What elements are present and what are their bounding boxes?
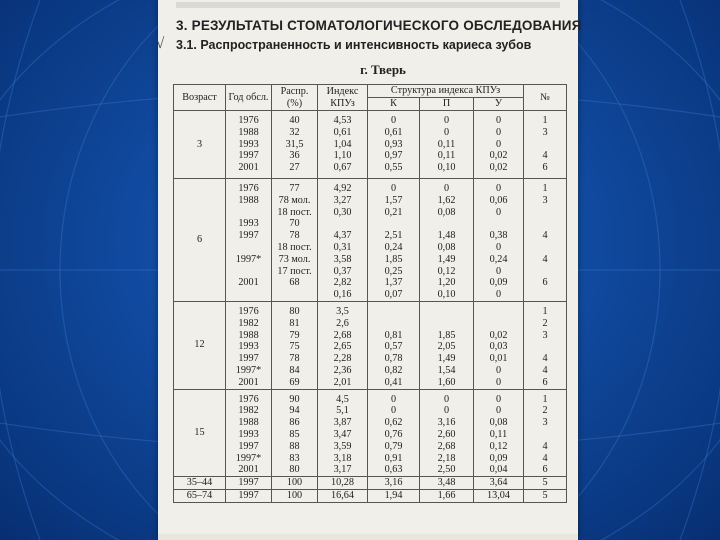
cell-value: 4	[542, 230, 548, 242]
cell-value	[370, 306, 417, 318]
cell-value: 5	[542, 477, 548, 489]
cell-value: 1982	[238, 405, 259, 417]
cell-value: 3,64	[489, 477, 508, 489]
cell-value	[320, 218, 365, 230]
header-ref: №	[524, 85, 567, 111]
cell-value: 94	[289, 405, 300, 417]
cell-value: 18 пост.	[277, 241, 312, 253]
year-cell	[226, 389, 272, 477]
cell-value	[526, 207, 564, 219]
cell-value: 0,41	[384, 376, 403, 388]
cell-value: 2,82	[333, 277, 352, 289]
u-cell	[474, 111, 524, 179]
city-caption: г. Тверь	[360, 62, 406, 77]
cell-value: 3,18	[333, 452, 352, 464]
table-row	[174, 111, 567, 179]
cell-value: 0,57	[384, 341, 403, 353]
page-bottom-edge	[158, 534, 578, 540]
cell-value	[228, 207, 269, 219]
cell-value: 0,63	[384, 464, 403, 476]
cell-value: 0,06	[489, 194, 508, 206]
cell-value: 0,11	[437, 138, 456, 150]
index-cell	[318, 489, 368, 502]
table-row	[174, 389, 567, 477]
cell-value: 31,5	[285, 138, 304, 150]
cell-value: 16,64	[331, 489, 354, 501]
cell-value: 1997*	[235, 364, 262, 376]
cell-value: 0	[495, 241, 502, 253]
cell-value: 1,20	[437, 277, 456, 289]
cell-value: 1,04	[333, 138, 352, 150]
age-cell: 35–44	[174, 477, 226, 490]
cell-value: 1976	[238, 305, 259, 317]
cell-value: 0,08	[437, 241, 456, 253]
cell-value: 0,93	[384, 138, 403, 150]
year-cell	[226, 489, 272, 502]
u-cell	[474, 477, 524, 490]
cell-value: 0,25	[384, 265, 403, 277]
cell-value: 0	[495, 138, 502, 150]
cell-value: 2,65	[333, 341, 352, 353]
p-cell	[420, 389, 474, 477]
cell-value: 0	[495, 206, 502, 218]
cell-value: 1,10	[333, 150, 352, 162]
caries-table	[173, 84, 567, 503]
cell-value: 1993	[238, 138, 259, 150]
header-k: К	[368, 98, 420, 111]
cell-value: 84	[289, 364, 300, 376]
cell-value: 2,28	[333, 353, 352, 365]
cell-value: 3,5	[336, 305, 349, 317]
cell-value: 36	[289, 150, 300, 162]
cell-value: 79	[289, 329, 300, 341]
cell-value: 0,61	[333, 126, 352, 138]
cell-value: 0,78	[384, 353, 403, 365]
cell-value: 0,09	[489, 452, 508, 464]
k-cell	[368, 178, 420, 301]
cell-value: 4	[542, 440, 548, 452]
cell-value	[370, 318, 417, 330]
header-prevalence: Распр. (%)	[272, 85, 318, 111]
cell-value: 80	[289, 464, 300, 476]
cell-value: 1997	[238, 230, 259, 242]
cell-value: 1,37	[384, 277, 403, 289]
cell-value: 0	[495, 393, 502, 405]
cell-value: 2,36	[333, 364, 352, 376]
cell-value: 3,16	[384, 477, 403, 489]
cell-value: 0,31	[333, 241, 352, 253]
cell-value: 2001	[238, 277, 259, 289]
cell-value: 6	[542, 162, 548, 174]
cell-value: 1988	[238, 126, 259, 138]
bleed-through-text	[176, 2, 560, 8]
cell-value: 1	[542, 393, 548, 405]
cell-value: 1,85	[384, 253, 403, 265]
cell-value	[228, 242, 269, 254]
cell-value	[526, 341, 564, 353]
cell-value	[274, 289, 315, 301]
cell-value: 2,60	[437, 428, 456, 440]
cell-value: 1,62	[437, 194, 456, 206]
ref-cell	[524, 178, 567, 301]
header-p: П	[420, 98, 474, 111]
cell-value: 0,10	[437, 289, 456, 301]
year-cell	[226, 477, 272, 490]
cell-value: 2,51	[384, 230, 403, 242]
cell-value	[526, 266, 564, 278]
section-title: 3. РЕЗУЛЬТАТЫ СТОМАТОЛОГИЧЕСКОГО ОБСЛЕДОВАНИЯ	[176, 18, 582, 33]
cell-value: 1988	[238, 417, 259, 429]
table-body	[174, 111, 567, 503]
cell-value: 0,79	[384, 440, 403, 452]
cell-value: 10,28	[331, 477, 354, 489]
cell-value: 2	[542, 405, 548, 417]
k-cell	[368, 489, 420, 502]
cell-value: 0,21	[384, 206, 403, 218]
cell-value: 32	[289, 126, 300, 138]
cell-value: 1997*	[235, 452, 262, 464]
cell-value: 1997	[238, 477, 259, 489]
cell-value: 78	[289, 353, 300, 365]
cell-value	[526, 289, 564, 301]
cell-value: 0,76	[384, 428, 403, 440]
cell-value: 4,53	[333, 115, 352, 126]
cell-value: 1,49	[437, 353, 456, 365]
cell-value	[228, 289, 269, 301]
margin-check-mark: √	[156, 36, 165, 52]
cell-value	[228, 266, 269, 278]
cell-value: 2,68	[437, 440, 456, 452]
cell-value: 1993	[238, 341, 259, 353]
cell-value: 3	[542, 329, 548, 341]
cell-value: 0	[495, 364, 502, 376]
cell-value: 77	[289, 182, 300, 194]
index-cell	[318, 301, 368, 389]
u-cell	[474, 489, 524, 502]
cell-value: 3,59	[333, 440, 352, 452]
cell-value: 0,12	[437, 265, 456, 277]
cell-value: 0,11	[489, 428, 508, 440]
table-row	[174, 178, 567, 301]
cell-value	[526, 242, 564, 254]
cell-value: 3,27	[333, 194, 352, 206]
cell-value: 4	[542, 452, 548, 464]
cell-value: 0	[495, 289, 502, 301]
cell-value: 100	[286, 489, 303, 501]
cell-value: 1,66	[437, 489, 456, 501]
cell-value: 1	[542, 305, 548, 317]
cell-value: 1982	[238, 317, 259, 329]
header-structure: Структура индекса КПУз	[368, 85, 524, 98]
cell-value: 1,48	[437, 230, 456, 242]
age-cell: 15	[174, 389, 226, 477]
p-cell	[420, 111, 474, 179]
cell-value: 0,02	[489, 329, 508, 341]
cell-value: 0,07	[384, 289, 403, 301]
u-cell	[474, 178, 524, 301]
ref-cell	[524, 301, 567, 389]
cell-value: 0,24	[384, 241, 403, 253]
year-cell	[226, 301, 272, 389]
cell-value: 1997	[238, 150, 259, 162]
header-index: Индекс КПУз	[318, 85, 368, 111]
cell-value: 0	[495, 405, 502, 417]
cell-value: 78	[289, 230, 300, 242]
cell-value: 3	[542, 194, 548, 206]
cell-value: 0	[495, 126, 502, 138]
cell-value: 0,09	[489, 277, 508, 289]
cell-value: 1976	[238, 182, 259, 194]
cell-value: 2	[542, 317, 548, 329]
age-cell: 3	[174, 111, 226, 179]
cell-value: 69	[289, 376, 300, 388]
cell-value: 2,01	[333, 376, 352, 388]
cell-value: 80	[289, 305, 300, 317]
cell-value: 0	[443, 115, 450, 126]
cell-value: 1988	[238, 194, 259, 206]
cell-value: 5,1	[336, 405, 349, 417]
cell-value: 0,82	[384, 364, 403, 376]
cell-value: 0,91	[384, 452, 403, 464]
cell-value: 6	[542, 376, 548, 388]
cell-value: 1976	[238, 115, 259, 126]
p-cell	[420, 301, 474, 389]
cell-value: 0,97	[384, 150, 403, 162]
index-cell	[318, 178, 368, 301]
cell-value: 0,11	[437, 150, 456, 162]
cell-value: 78 мол.	[278, 194, 311, 206]
cell-value: 27	[289, 162, 300, 174]
cell-value: 2,50	[437, 464, 456, 476]
cell-value: 0	[443, 405, 450, 417]
cell-value: 100	[286, 477, 303, 489]
cell-value: 0	[443, 126, 450, 138]
header-u: У	[474, 98, 524, 111]
cell-value: 40	[289, 115, 300, 126]
cell-value: 1,49	[437, 253, 456, 265]
cell-value: 0,02	[489, 150, 508, 162]
cell-value: 0	[443, 393, 450, 405]
ref-cell	[524, 477, 567, 490]
header-age: Возраст	[174, 85, 226, 111]
index-cell	[318, 111, 368, 179]
prevalence-cell	[272, 111, 318, 179]
cell-value: 6	[542, 277, 548, 289]
year-cell	[226, 111, 272, 179]
scanned-page	[156, 0, 582, 540]
cell-value: 0	[443, 182, 450, 194]
cell-value: 81	[289, 317, 300, 329]
cell-value	[526, 429, 564, 441]
cell-value: 0	[495, 115, 502, 126]
k-cell	[368, 111, 420, 179]
ref-cell	[524, 111, 567, 179]
table-row	[174, 489, 567, 502]
cell-value	[526, 139, 564, 151]
cell-value: 0,04	[489, 464, 508, 476]
u-cell	[474, 301, 524, 389]
cell-value: 2,6	[336, 317, 349, 329]
cell-value: 1	[542, 182, 548, 194]
cell-value: 0,16	[333, 289, 352, 301]
age-cell: 6	[174, 178, 226, 301]
cell-value: 4	[542, 150, 548, 162]
cell-value: 2001	[238, 376, 259, 388]
cell-value: 3,48	[437, 477, 456, 489]
cell-value: 3,87	[333, 417, 352, 429]
index-cell	[318, 477, 368, 490]
cell-value: 85	[289, 428, 300, 440]
year-cell	[226, 178, 272, 301]
k-cell	[368, 389, 420, 477]
prevalence-cell	[272, 389, 318, 477]
cell-value: 1,94	[384, 489, 403, 501]
cell-value: 0	[390, 115, 397, 126]
cell-value: 0,08	[489, 417, 508, 429]
age-cell: 65–74	[174, 489, 226, 502]
cell-value: 18 пост.	[277, 206, 312, 218]
cell-value: 2,68	[333, 329, 352, 341]
cell-value: 5	[542, 489, 548, 501]
cell-value: 86	[289, 417, 300, 429]
p-cell	[420, 477, 474, 490]
cell-value: 0,10	[437, 162, 456, 174]
cell-value: 2001	[238, 464, 259, 476]
cell-value: 0,62	[384, 417, 403, 429]
cell-value: 75	[289, 341, 300, 353]
cell-value: 1997	[238, 353, 259, 365]
cell-value: 2001	[238, 162, 259, 174]
cell-value: 73 мол.	[278, 253, 311, 265]
cell-value: 1,60	[437, 376, 456, 388]
cell-value: 0,30	[333, 206, 352, 218]
cell-value: 0,12	[489, 440, 508, 452]
prevalence-cell	[272, 178, 318, 301]
cell-value: 0,03	[489, 341, 508, 353]
prevalence-cell	[272, 477, 318, 490]
cell-value: 0,38	[489, 230, 508, 242]
cell-value: 4	[542, 353, 548, 365]
cell-value: 0	[495, 182, 502, 194]
cell-value	[476, 318, 521, 330]
cell-value: 1,57	[384, 194, 403, 206]
cell-value: 2,18	[437, 452, 456, 464]
cell-value: 1976	[238, 393, 259, 405]
cell-value: 17 пост.	[277, 265, 312, 277]
u-cell	[474, 389, 524, 477]
k-cell	[368, 301, 420, 389]
cell-value	[476, 306, 521, 318]
table-row	[174, 477, 567, 490]
cell-value	[422, 318, 471, 330]
cell-value: 1997*	[235, 253, 262, 265]
cell-value: 1988	[238, 329, 259, 341]
cell-value: 3,17	[333, 464, 352, 476]
prevalence-cell	[272, 301, 318, 389]
cell-value: 90	[289, 393, 300, 405]
cell-value: 1,85	[437, 329, 456, 341]
cell-value: 0	[390, 405, 397, 417]
cell-value: 0	[390, 182, 397, 194]
cell-value: 4,37	[333, 230, 352, 242]
cell-value: 3,47	[333, 428, 352, 440]
cell-value: 2,05	[437, 341, 456, 353]
cell-value	[370, 218, 417, 230]
cell-value: 4,5	[336, 393, 349, 405]
ref-cell	[524, 489, 567, 502]
prevalence-cell	[272, 489, 318, 502]
cell-value: 3	[542, 417, 548, 429]
cell-value: 70	[289, 218, 300, 230]
cell-value: 3,16	[437, 417, 456, 429]
cell-value	[422, 306, 471, 318]
cell-value: 0	[390, 393, 397, 405]
ref-cell	[524, 389, 567, 477]
cell-value: 0,37	[333, 265, 352, 277]
cell-value: 0,01	[489, 353, 508, 365]
cell-value: 1997	[238, 489, 259, 501]
cell-value: 3	[542, 126, 548, 138]
cell-value: 1	[542, 115, 548, 126]
p-cell	[420, 489, 474, 502]
cell-value: 1997	[238, 440, 259, 452]
cell-value: 88	[289, 440, 300, 452]
cell-value	[526, 218, 564, 230]
cell-value	[476, 218, 521, 230]
cell-value: 83	[289, 452, 300, 464]
cell-value: 4	[542, 253, 548, 265]
k-cell	[368, 477, 420, 490]
cell-value	[422, 218, 471, 230]
table-row	[174, 301, 567, 389]
cell-value: 0	[495, 376, 502, 388]
header-year: Год обсл.	[226, 85, 272, 111]
cell-value: 0,24	[489, 253, 508, 265]
cell-value: 1,54	[437, 364, 456, 376]
cell-value: 4	[542, 364, 548, 376]
cell-value: 0,55	[384, 162, 403, 174]
p-cell	[420, 178, 474, 301]
age-cell: 12	[174, 301, 226, 389]
cell-value: 13,04	[487, 489, 510, 501]
cell-value: 1993	[238, 428, 259, 440]
cell-value: 68	[289, 277, 300, 289]
cell-value: 4,92	[333, 182, 352, 194]
cell-value: 0,67	[333, 162, 352, 174]
subsection-title: 3.1. Распространенность и интенсивность кариеса зубов	[176, 38, 532, 52]
cell-value: 0,81	[384, 329, 403, 341]
cell-value: 0	[495, 265, 502, 277]
cell-value: 0,61	[384, 126, 403, 138]
cell-value: 0,02	[489, 162, 508, 174]
cell-value: 3,58	[333, 253, 352, 265]
cell-value: 6	[542, 464, 548, 476]
cell-value: 0,08	[437, 206, 456, 218]
cell-value: 1993	[238, 218, 259, 230]
index-cell	[318, 389, 368, 477]
